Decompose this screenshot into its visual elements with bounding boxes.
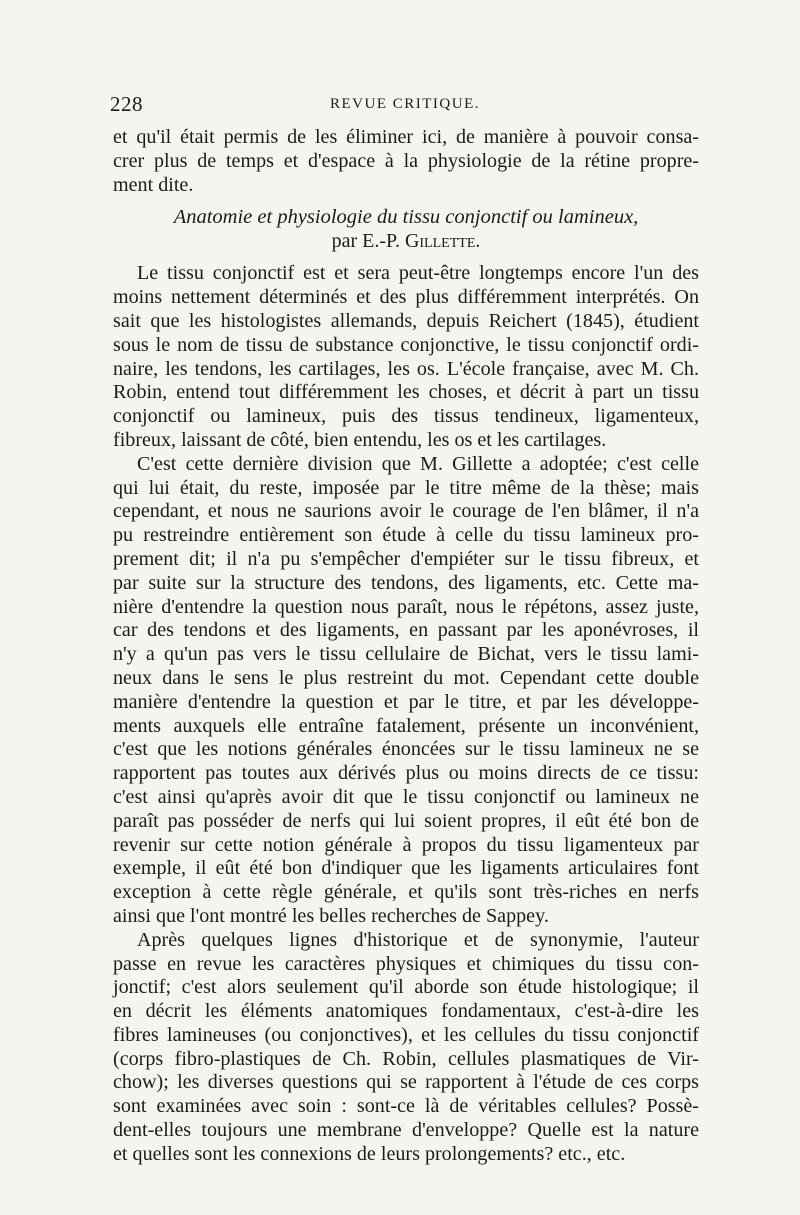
text-line: prement dit; il n'a pu s'empêcher d'empiéter sur le tissu fibreux, et: [113, 547, 699, 570]
paragraph-3: [113, 929, 699, 1167]
page-number: 228: [110, 92, 143, 116]
text-line: crer plus de temps et d'espace à la physiologie de la rétine propre-: [113, 149, 699, 172]
text-line: et quelles sont les connexions de leurs prolongements? etc., etc.: [113, 1142, 626, 1165]
text-line: par suite sur la structure des tendons, des ligaments, etc. Cette ma-: [113, 571, 699, 594]
author-name: Gillette.: [404, 230, 481, 253]
text-line: revenir sur cette notion générale à propos du tissu ligamenteux par: [113, 833, 699, 856]
text-line: moins nettement déterminés et des plus différemment interprétés. On: [113, 286, 699, 309]
text-line: passe en revue les caractères physiques et chimiques du tissu con-: [113, 952, 699, 975]
text-line: sont examinées avec soin : sont-ce là de véritables cellules? Possè-: [113, 1095, 699, 1118]
text-line: paraît pas posséder de nerfs qui lui soient propres, il eût été bon de: [113, 809, 699, 832]
text-line: ments auxquels elle entraîne fatalement, présente un inconvénient,: [113, 714, 699, 737]
page-header: [110, 92, 700, 122]
text-line: Robin, entend tout différemment les choses, et décrit à part un tissu: [113, 381, 699, 404]
text-line: qui lui était, du reste, imposée par le titre même de la thèse; mais: [113, 476, 699, 499]
text-line: fibres lamineuses (ou conjonctives), et les cellules du tissu conjonctif: [113, 1023, 699, 1046]
paragraph-1: [113, 262, 699, 452]
text-line: Après quelques lignes d'historique et de synonymie, l'auteur: [137, 928, 699, 951]
text-line: manière d'entendre la question et par le titre, et par les développe-: [113, 690, 699, 713]
text-line: rapportent pas toutes aux dérivés plus ou moins directs de ce tissu:: [113, 762, 699, 785]
section-author: [113, 230, 699, 256]
author-prefix: par E.-P.: [331, 230, 405, 253]
text-line: exception à cette règle générale, et qu'ils sont très-riches en nerfs: [113, 881, 699, 904]
text-line: c'est ainsi qu'après avoir dit que le tissu conjonctif ou lamineux ne: [113, 785, 699, 808]
text-line: jonctif; c'est alors seulement qu'il aborde son étude histologique; il: [113, 976, 699, 999]
text-line: c'est que les notions générales énoncées sur le tissu lamineux ne se: [113, 738, 699, 761]
text-line: fibreux, laissant de côté, bien entendu, les os et les cartilages.: [113, 428, 607, 451]
text-line: chow); les diverses questions qui se rapportent à l'étude de ces corps: [113, 1071, 699, 1094]
text-line: ment dite.: [113, 173, 194, 196]
text-line: dent-elles toujours une membrane d'enveloppe? Quelle est la nature: [113, 1119, 699, 1142]
text-line: en décrit les éléments anatomiques fondamentaux, c'est-à-dire les: [113, 1000, 699, 1023]
text-line: n'y a qu'un pas vers le tissu cellulaire de Bichat, vers le tissu lami-: [113, 643, 699, 666]
text-line: ainsi que l'ont montré les belles recherches de Sappey.: [113, 904, 549, 927]
running-title: REVUE CRITIQUE.: [330, 96, 480, 112]
text-line: et qu'il était permis de les éliminer ici, de manière à pouvoir consa-: [113, 126, 699, 148]
section-title: Anatomie et physiologie du tissu conjonctif ou lamineux,: [173, 206, 639, 229]
text-line: C'est cette dernière division que M. Gillette a adoptée; c'est celle: [137, 452, 699, 475]
paragraph-2: [113, 453, 699, 929]
text-line: pu restreindre entièrement son étude à celle du tissu lamineux pro-: [113, 524, 699, 547]
text-line: cependant, et nous ne saurions avoir le courage de l'en blâmer, il n'a: [113, 500, 699, 523]
article-body: [113, 126, 699, 1167]
text-line: naire, les tendons, les cartilages, les os. L'école française, avec M. Ch.: [113, 357, 699, 380]
text-line: car des tendons et des ligaments, en passant par les aponévroses, il: [113, 619, 699, 642]
text-line: sait que les histologistes allemands, depuis Reichert (1845), étudient: [113, 309, 699, 332]
text-line: sous le nom de tissu de substance conjonctive, le tissu conjonctif ordi-: [113, 333, 699, 356]
intro-paragraph: [113, 126, 699, 197]
text-line: Le tissu conjonctif est et sera peut-être longtemps encore l'un des: [137, 262, 699, 285]
text-line: neux dans le sens le plus restreint du mot. Cependant cette double: [113, 666, 699, 689]
text-line: conjonctif ou lamineux, puis des tissus tendineux, ligamenteux,: [113, 405, 699, 428]
text-line: exemple, il eût été bon d'indiquer que les ligaments articulaires font: [113, 857, 699, 880]
text-line: nière d'entendre la question nous paraît, nous le répétons, assez juste,: [113, 595, 699, 618]
text-line: (corps fibro-plastiques de Ch. Robin, cellules plasmatiques de Vir-: [113, 1047, 699, 1070]
